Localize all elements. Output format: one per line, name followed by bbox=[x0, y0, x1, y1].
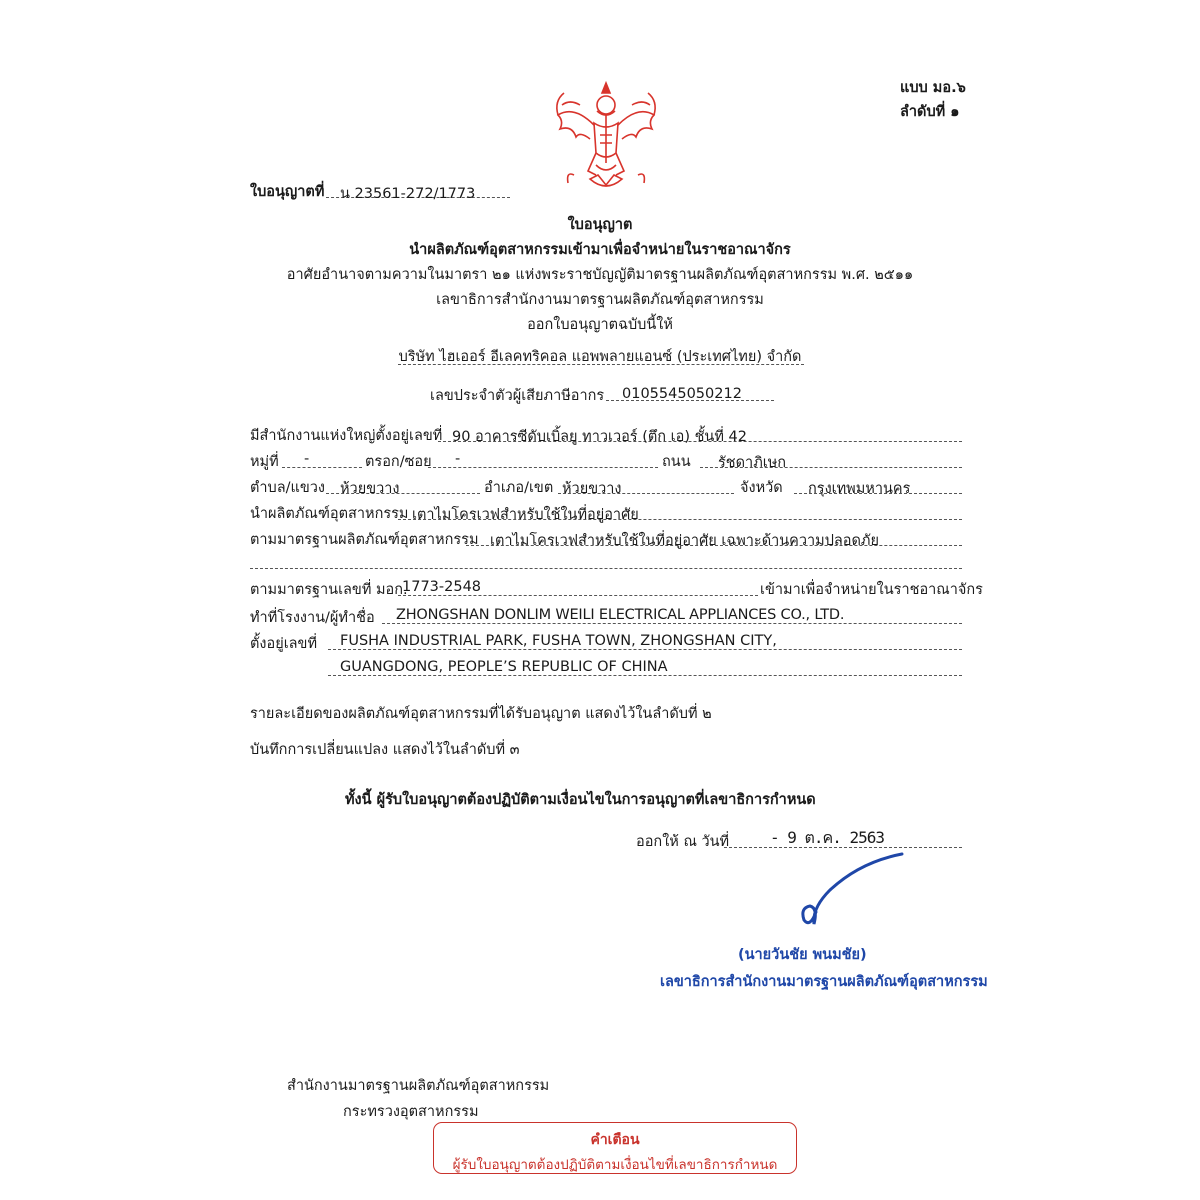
authority-line-3: ออกใบอนุญาตฉบับนี้ให้ bbox=[527, 317, 673, 333]
district-label: อำเภอ/เขต bbox=[484, 480, 554, 496]
ministry-name: กระทรวงอุตสาหกรรม bbox=[343, 1104, 479, 1120]
road-value: รัชดาภิเษก bbox=[718, 455, 787, 471]
signer-title: เลขาธิการสำนักงานมาตรฐานผลิตภัณฑ์อุตสาหกรรม bbox=[660, 974, 988, 990]
moo-label: หมู่ที่ bbox=[250, 454, 279, 470]
office-name: สำนักงานมาตรฐานผลิตภัณฑ์อุตสาหกรรม bbox=[287, 1078, 550, 1094]
warning-stamp bbox=[433, 1122, 797, 1174]
soi-label: ตรอก/ซอย bbox=[365, 454, 432, 470]
factory-addr-1: FUSHA INDUSTRIAL PARK, FUSHA TOWN, ZHONGSHAN CITY, bbox=[340, 633, 777, 649]
details-note: รายละเอียดของผลิตภัณฑ์อุตสาหกรรมที่ได้รับอนุญาต แสดงไว้ในลำดับที่ ๒ bbox=[250, 706, 712, 722]
product-label: นำผลิตภัณฑ์อุตสาหกรรม bbox=[250, 506, 409, 522]
license-no-label: ใบอนุญาตที่ bbox=[250, 184, 325, 200]
product-value: เตาไมโครเวฟสำหรับใช้ในที่อยู่อาศัย bbox=[412, 507, 639, 523]
standard-no-line bbox=[398, 595, 758, 596]
tax-id-label: เลขประจำตัวผู้เสียภาษีอากร bbox=[430, 388, 605, 404]
standard-no-label: ตามมาตรฐานเลขที่ มอก. bbox=[250, 582, 408, 598]
standard-no: 1773-2548 bbox=[402, 579, 482, 595]
moo-value: - bbox=[304, 451, 310, 467]
authority-line-2: เลขาธิการสำนักงานมาตรฐานผลิตภัณฑ์อุตสาหกรรม bbox=[436, 292, 764, 308]
subdistrict-value: ห้วยขวาง bbox=[340, 481, 400, 497]
standard-line-2 bbox=[250, 568, 962, 569]
issued-label: ออกให้ ณ วันที่ bbox=[636, 834, 730, 850]
authority-line-1: อาศัยอำนาจตามความในมาตรา ๒๑ แห่งพระราชบัญญัติมาตรฐานผลิตภัณฑ์อุตสาหกรรม พ.ศ. ๒๕๑๑ bbox=[286, 267, 914, 283]
standard-value: เตาไมโครเวฟสำหรับใช้ในที่อยู่อาศัย เฉพาะด้านความปลอดภัย bbox=[490, 533, 879, 549]
province-label: จังหวัด bbox=[740, 480, 783, 496]
license-subtitle: นำผลิตภัณฑ์อุตสาหกรรมเข้ามาเพื่อจำหน่ายในราชอาณาจักร bbox=[409, 242, 791, 258]
factory-line bbox=[382, 623, 962, 624]
subdistrict-label: ตำบล/แขวง bbox=[250, 480, 326, 496]
garuda-emblem-icon bbox=[550, 75, 662, 195]
moo-line bbox=[282, 467, 362, 468]
factory-addr-label: ตั้งอยู่เลขที่ bbox=[250, 636, 318, 652]
condition-text: ทั้งนี้ ผู้รับใบอนุญาตต้องปฏิบัติตามเงื่อนไขในการอนุญาตที่เลขาธิการกำหนด bbox=[345, 792, 816, 808]
province-value: กรุงเทพมหานคร bbox=[808, 481, 911, 497]
district-value: ห้วยขวาง bbox=[562, 481, 622, 497]
signature-icon bbox=[790, 850, 910, 930]
import-suffix: เข้ามาเพื่อจำหน่ายในราชอาณาจักร bbox=[760, 582, 983, 598]
factory-name: ZHONGSHAN DONLIM WEILI ELECTRICAL APPLIANCES CO., LTD. bbox=[396, 607, 845, 623]
changes-note: บันทึกการเปลี่ยนแปลง แสดงไว้ในลำดับที่ ๓ bbox=[250, 742, 520, 758]
license-title: ใบอนุญาต bbox=[567, 217, 633, 233]
factory-addr-2: GUANGDONG, PEOPLE’S REPUBLIC OF CHINA bbox=[340, 659, 668, 675]
company-name: บริษัท ไฮเออร์ อีเลคทริคอล แอพพลายแอนซ์ (ประเทศไทย) จำกัด bbox=[398, 349, 802, 365]
form-order: ลำดับที่ ๑ bbox=[900, 104, 960, 120]
factory-addr-line-1 bbox=[328, 649, 962, 650]
road-label: ถนน bbox=[662, 454, 691, 470]
hq-label: มีสำนักงานแห่งใหญ่ตั้งอยู่เลขที่ bbox=[250, 428, 443, 444]
company-line bbox=[398, 364, 804, 365]
standard-label: ตามมาตรฐานผลิตภัณฑ์อุตสาหกรรม bbox=[250, 532, 479, 548]
form-code: แบบ มอ.๖ bbox=[900, 80, 966, 96]
soi-value: - bbox=[455, 451, 461, 467]
warning-text: ผู้รับใบอนุญาตต้องปฏิบัติตามเงื่อนไขที่เลขาธิการกำหนด bbox=[452, 1157, 778, 1173]
hq-value: 90 อาคารซีดับเบิ้ลยู ทาวเวอร์ (ตึก เอ) ชั้นที่ 42 bbox=[452, 429, 747, 445]
factory-addr-line-2 bbox=[328, 675, 962, 676]
license-no: น 23561-272/1773 bbox=[340, 186, 476, 202]
soi-line bbox=[428, 467, 658, 468]
warning-title: คำเตือน bbox=[590, 1132, 640, 1148]
factory-label: ทำที่โรงงาน/ผู้ทำชื่อ bbox=[250, 610, 375, 626]
signer-name: (นายวันชัย พนมชัย) bbox=[738, 947, 867, 963]
issued-date: - 9 ต.ค. 2563 bbox=[770, 828, 885, 847]
tax-id: 0105545050212 bbox=[622, 386, 742, 402]
